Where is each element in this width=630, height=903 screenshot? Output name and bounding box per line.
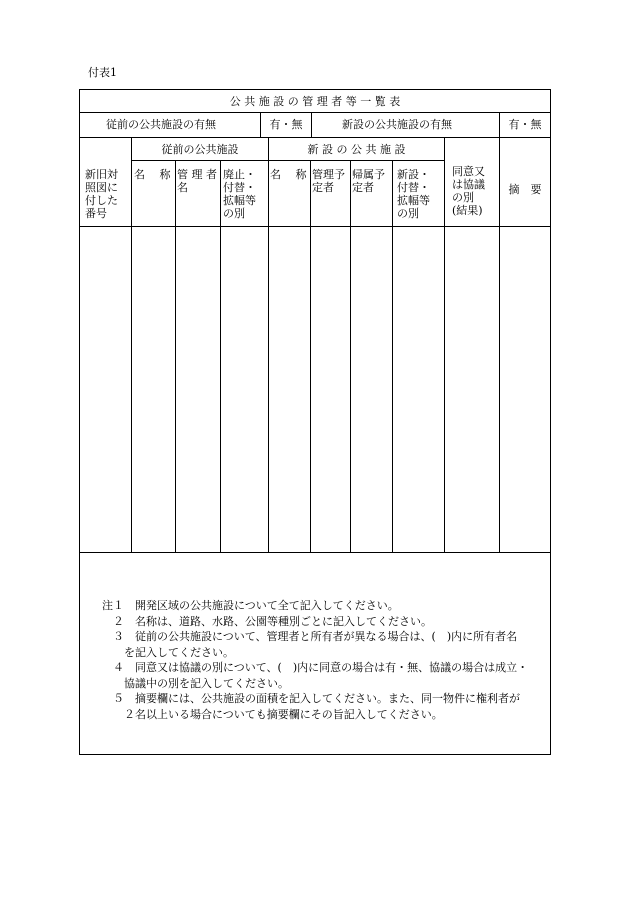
- notes-section: [102, 598, 528, 722]
- note-3: ３ 従前の公共施設について、管理者と所有者が異なる場合は、( )内に所有者名: [102, 630, 518, 643]
- note-4-cont: 協議中の別を記入してください。: [102, 676, 289, 690]
- col-new-manager: 管理予 定者: [312, 168, 345, 194]
- existing-presence-label: 従前の公共施設の有無: [106, 118, 216, 131]
- new-presence-value: 有・無: [508, 118, 542, 131]
- col-consent: 同意又 は協議 の別 (結果): [452, 165, 485, 217]
- col-new-owner: 帰属予 定者: [352, 168, 385, 194]
- attachment-label: 付表1: [88, 66, 117, 79]
- new-presence-label: 新設の公共施設の有無: [342, 118, 452, 131]
- note-3-cont: を記入してください。: [102, 645, 234, 659]
- note-1: 注１ 開発区域の公共施設について全て記入してください。: [102, 599, 399, 612]
- note-5-cont: ２名以上いる場合についても摘要欄にその旨記入してください。: [102, 707, 443, 721]
- col-remarks: 摘 要: [508, 183, 542, 196]
- col-old-status: 廃止・ 付替・ 拡幅等 の別: [223, 168, 256, 220]
- note-5: ５ 摘要欄には、公共施設の面積を記入してください。また、同一物件に権利者が: [102, 692, 520, 705]
- note-2: ２ 名称は、道路、水路、公園等種別ごとに記入してください。: [102, 614, 432, 628]
- existing-presence-value: 有・無: [269, 118, 303, 131]
- col-ref-number: 新旧対 照図に 付した 番号: [85, 168, 118, 220]
- new-group-header: 新 設 の 公 共 施 設: [307, 143, 406, 156]
- col-old-manager: 管 理 者 名: [177, 168, 217, 194]
- col-new-status: 新設・ 付替・ 拡幅等 の別: [397, 168, 430, 220]
- table-title: 公 共 施 設 の 管 理 者 等 一 覧 表: [229, 95, 401, 108]
- col-old-name: 名 称: [134, 168, 171, 181]
- old-group-header: 従前の公共施設: [161, 143, 239, 156]
- col-new-name: 名 称: [270, 168, 307, 181]
- note-4: ４ 同意又は協議の別について、( )内に同意の場合は有・無、協議の場合は成立・: [102, 661, 529, 674]
